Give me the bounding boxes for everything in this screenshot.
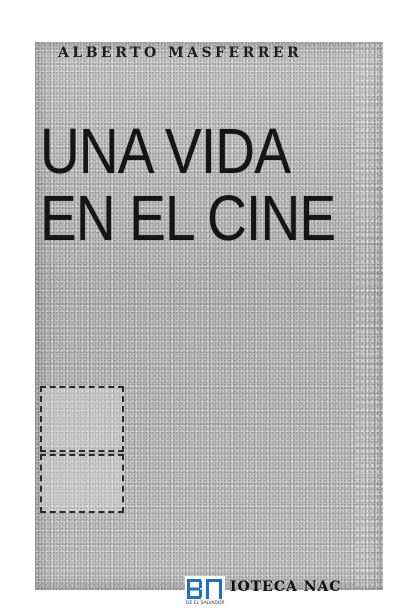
library-stamp-subtitle: DE EL SALVADOR	[186, 601, 225, 606]
author-name: ALBERTO MASFERRER	[58, 45, 303, 61]
library-stamp-label: IOTECA NAC	[230, 579, 342, 595]
library-stamp	[185, 576, 390, 606]
cover-edge-wear	[355, 42, 383, 590]
book-title-line-1: UNA VIDA	[40, 115, 291, 187]
book-title-line-2: EN EL CINE	[40, 182, 336, 254]
library-logo-icon	[185, 576, 225, 602]
spine-label-box-lower	[40, 454, 124, 513]
spine-label-box-upper	[40, 386, 124, 452]
